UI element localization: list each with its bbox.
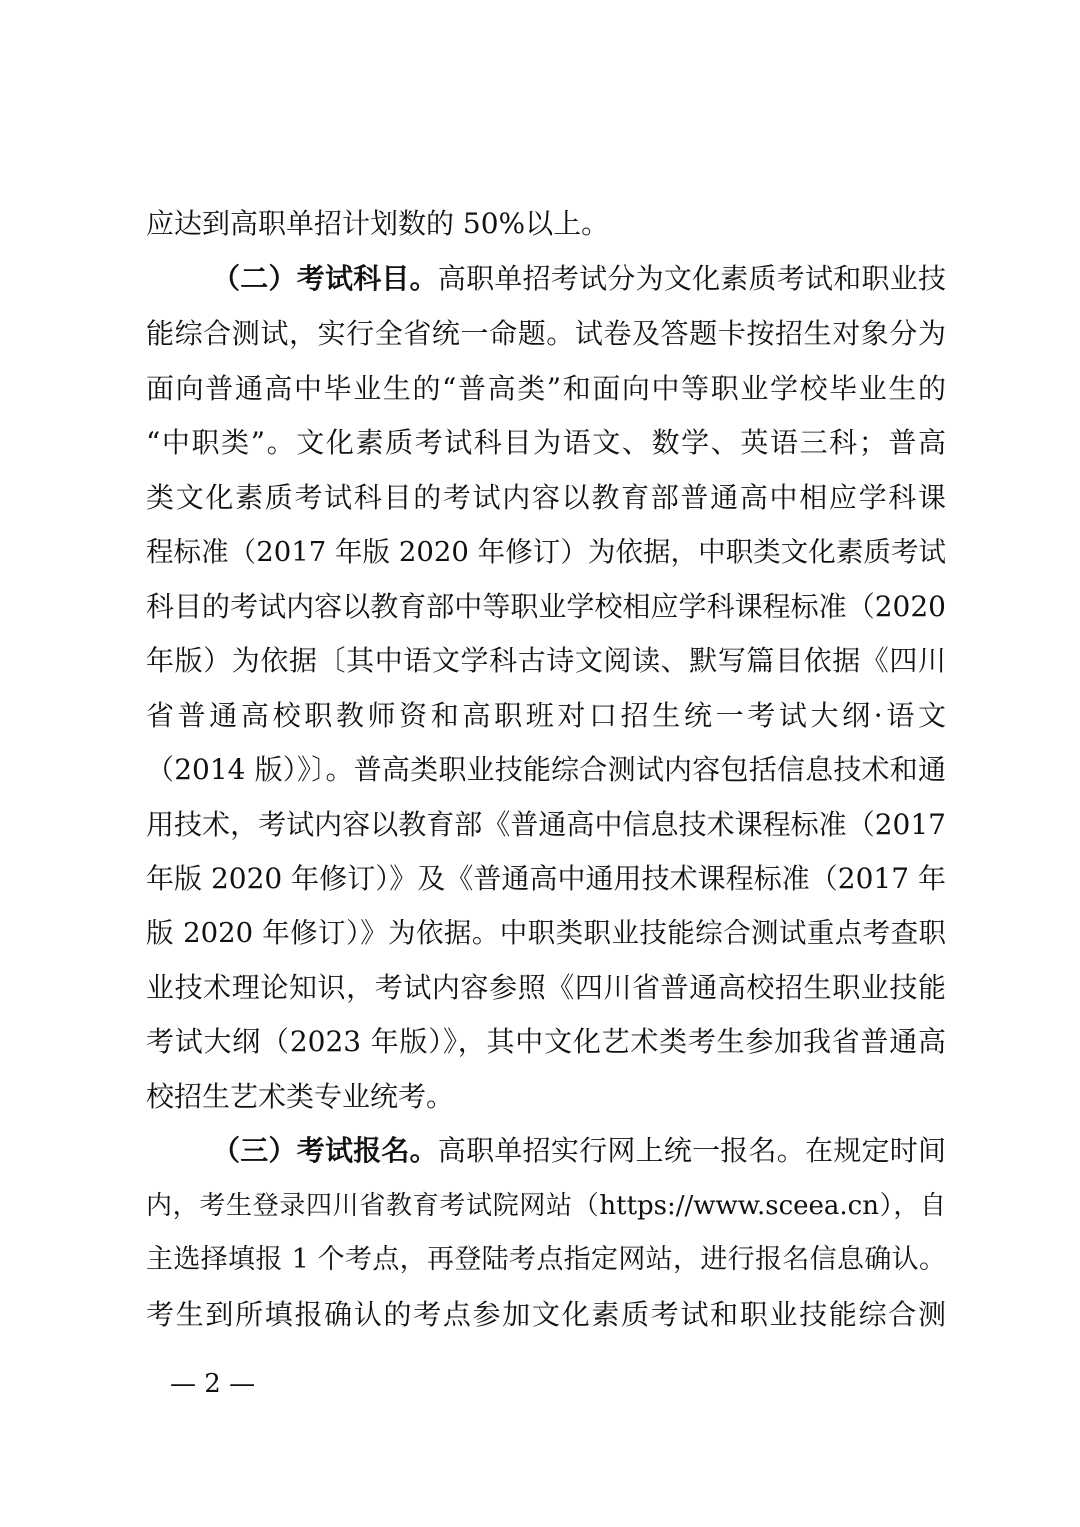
text-line: 用技术，考试内容以教育部《普通高中信息技术课程标准（2017 <box>146 808 946 841</box>
text-line: （2014 版）》〕。普高类职业技能综合测试内容包括信息技术和通 <box>146 753 946 786</box>
text-line: 能综合测试，实行全省统一命题。试卷及答题卡按招生对象分为 <box>146 317 946 350</box>
text-line: 面向普通高中毕业生的“普高类”和面向中等职业学校毕业生的 <box>146 372 946 405</box>
text-line: “中职类”。文化素质考试科目为语文、数学、英语三科；普高 <box>146 426 946 459</box>
text-line: 考生到所填报确认的考点参加文化素质考试和职业技能综合测 <box>146 1298 946 1331</box>
text-line: 年版 2020 年修订）》及《普通高中通用技术课程标准（2017 年 <box>146 862 946 895</box>
text-line: 考试大纲（2023 年版）》，其中文化艺术类考生参加我省普通高 <box>146 1025 946 1058</box>
text-line: 类文化素质考试科目的考试内容以教育部普通高中相应学科课 <box>146 481 946 514</box>
text-line: 主选择填报 1 个考点，再登陆考点指定网站，进行报名信息确认。 <box>146 1244 946 1275</box>
text-line: 年版）为依据〔其中语文学科古诗文阅读、默写篇目依据《四川 <box>146 644 946 677</box>
text-line: 科目的考试内容以教育部中等职业学校相应学科课程标准（2020 <box>146 590 946 623</box>
text-line: 版 2020 年修订）》为依据。中职类职业技能综合测试重点考查职 <box>146 917 946 949</box>
section-heading-line: （二）考试科目。高职单招考试分为文化素质考试和职业技 <box>212 262 946 295</box>
text-line: 程标准（2017 年版 2020 年修订）为依据，中职类文化素质考试 <box>146 536 946 568</box>
text-line: 业技术理论知识，考试内容参照《四川省普通高校招生职业技能 <box>146 971 946 1004</box>
text-line: 校招生艺术类专业统考。 <box>146 1080 455 1113</box>
section-heading: （二）考试科目。 <box>212 262 438 295</box>
text-line: 内，考生登录四川省教育考试院网站（https://www.sceea.cn），自 <box>146 1191 946 1221</box>
text-line: 应达到高职单招计划数的 50%以上。 <box>146 207 610 240</box>
text-line: 省普通高校职教师资和高职班对口招生统一考试大纲·语文 <box>146 699 946 732</box>
section-heading: （三）考试报名。 <box>212 1134 438 1167</box>
page-number: — 2 — <box>170 1369 256 1399</box>
section-heading-line: （三）考试报名。高职单招实行网上统一报名。在规定时间 <box>212 1134 946 1167</box>
